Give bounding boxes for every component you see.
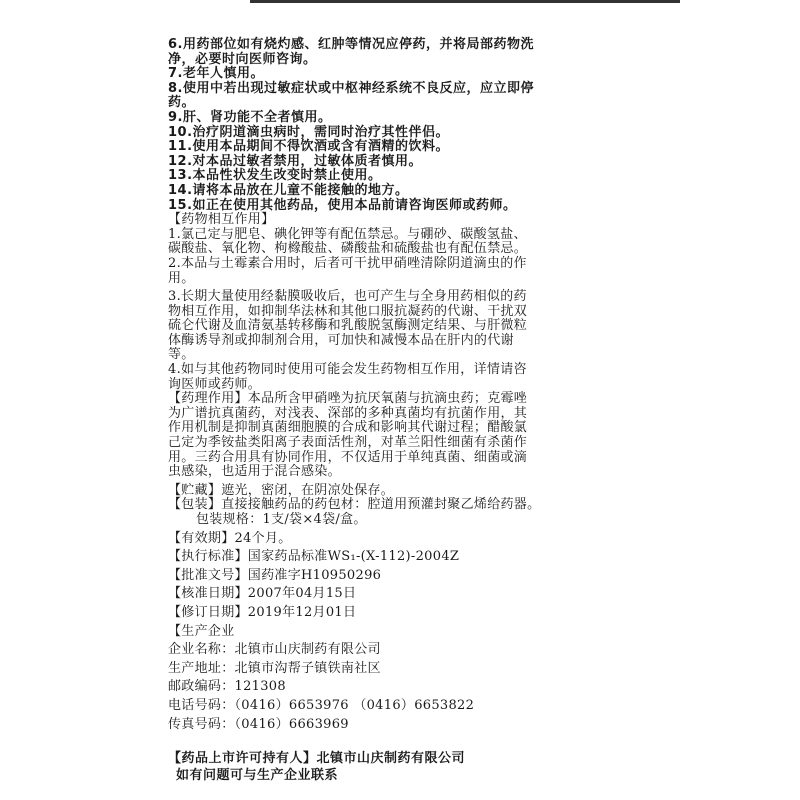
precaution-line: 7.老年人慎用。: [168, 66, 264, 82]
precaution-line: 13.本品性状发生改变时禁止使用。: [168, 168, 382, 184]
precaution-line: 14.请将本品放在儿童不能接触的地方。: [168, 182, 409, 198]
manufacturer-address: 生产地址：北镇市沟帮子镇铁南社区: [168, 660, 381, 676]
manufacturer-fax: 传真号码：（0416）6663969: [168, 716, 349, 732]
interaction-line: 2.本品与土霉素合用时，后者可干扰甲硝唑清除阴道滴虫的作: [168, 255, 527, 271]
pharmacology-line: 用。三药合用具有协同作用，不仅适用于单纯真菌、细菌或滴: [168, 449, 528, 465]
approval-date-line: 【核准日期】2007年04月15日: [168, 586, 357, 602]
pack-spec-line: 包装规格：1支/袋×4袋/盒。: [196, 512, 367, 527]
packaging-line: 【包装】直接接触药品的药包材：腔道用预灌封聚乙烯给药器。: [168, 497, 541, 513]
manufacturer-section: [168, 625, 638, 733]
manufacturer-name: 企业名称：北镇市山庆制药有限公司: [168, 642, 381, 658]
interaction-line: 询医师或药师。: [168, 376, 262, 392]
standard-line: 【执行标准】国家药品标准WS₁-(X-112)-2004Z: [168, 549, 460, 565]
precaution-line: 15.如正在使用其他药品，使用本品前请咨询医师或药师。: [168, 197, 517, 213]
manufacturer-postcode: 邮政编码：121308: [168, 679, 286, 695]
interaction-line: 碳酸盐、氧化物、枸橼酸盐、磷酸盐和硫酸盐也有配伍禁忌。: [168, 241, 528, 257]
precaution-line: 10.治疗阴道滴虫病时，需同时治疗其性伴侣。: [168, 124, 450, 140]
manufacturer-phone: 电话号码：（0416）6653976 （0416）6653822: [168, 697, 475, 713]
manufacturer-heading: 【生产企业: [168, 623, 235, 639]
interaction-line: 等。: [168, 347, 195, 363]
interaction-line: 3.长期大量使用经黏膜吸收后，也可产生与全身用药相似的药: [168, 289, 527, 305]
interaction-line: 体酶诱导剂或抑制剂合用，可加快和减慢本品在肝内的代谢: [168, 332, 514, 348]
pharmacology-line: 己定为季铵盐类阳离子表面活性剂，对革兰阳性细菌有杀菌作: [168, 435, 528, 451]
precaution-line: 净，必要时向医师咨询。: [168, 51, 317, 67]
precaution-line: 11.使用本品期间不得饮酒或含有酒精的饮料。: [168, 139, 450, 155]
interactions-section: [168, 213, 638, 392]
precaution-line: 6.用药部位如有烧灼感、红肿等情况应停药，并将局部药物洗: [168, 37, 534, 52]
storage-line: 【贮藏】遮光，密闭，在阴凉处保存。: [168, 482, 395, 498]
precaution-line: 药。: [168, 95, 196, 111]
interaction-line: 物相互作用，如抑制华法林和其他口服抗凝药的代谢、干扰双: [168, 303, 528, 319]
revision-date-line: 【修订日期】2019年12月01日: [168, 604, 357, 620]
expiry-line: 【有效期】24个月。: [168, 530, 292, 546]
leaflet-content: [168, 38, 638, 767]
precaution-line: 8.使用中若出现过敏症状或中枢神经系统不良反应，应立即停: [168, 80, 534, 96]
top-edge-divider: [250, 0, 680, 3]
interaction-line: 用。: [168, 270, 195, 286]
precautions-section: [168, 38, 638, 213]
precaution-line: 9.肝、肾功能不全者慎用。: [168, 109, 332, 125]
pharmacology-line: 作用机制是抑制真菌细胞膜的合成和影响其代谢过程；醋酸氯: [168, 420, 528, 436]
interaction-line: 1.氯己定与肥皂、碘化钾等有配伍禁忌。与硼砂、碳酸氢盐、: [168, 226, 527, 242]
pharmacology-line: 为广谱抗真菌药，对浅表、深部的多种真菌均有抗菌作用，其: [168, 405, 528, 421]
mah-line: 【药品上市许可持有人】北镇市山庆制药有限公司: [168, 751, 466, 767]
pharmacology-section: [168, 392, 638, 480]
precaution-line: 12.对本品过敏者禁用，过敏体质者慎用。: [168, 153, 423, 169]
pharmacology-line: 虫感染，也适用于混合感染。: [168, 464, 341, 480]
contact-note: 如有问题可与生产企业联系: [176, 768, 339, 783]
interactions-heading: 【药物相互作用】: [168, 212, 275, 228]
interaction-line: 4.如与其他药物同时使用可能会发生药物相互作用，详情请咨: [168, 362, 527, 378]
interaction-line: 硫仑代谢及血清氨基转移酶和乳酸脱氢酶测定结果、与肝微粒: [168, 318, 528, 334]
pharmacology-line: 【药理作用】本品所含甲硝唑为抗厌氧菌与抗滴虫药；克霉唑: [168, 391, 528, 407]
approval-number-line: 【批准文号】国药准字H10950296: [168, 567, 382, 583]
